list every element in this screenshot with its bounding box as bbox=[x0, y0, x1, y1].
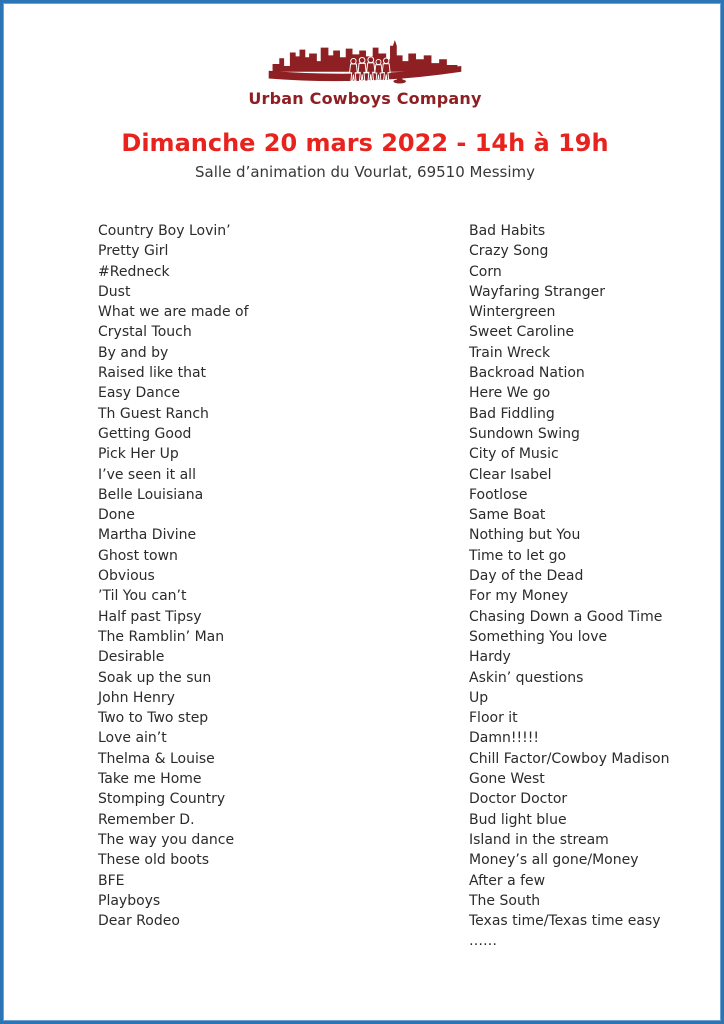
song-item: Bad Fiddling bbox=[469, 405, 555, 422]
song-item: The South bbox=[469, 892, 541, 909]
song-item: ’Til You can’t bbox=[98, 588, 187, 605]
song-item: For my Money bbox=[469, 588, 569, 605]
song-item: Th Guest Ranch bbox=[98, 405, 209, 422]
company-name: Urban Cowboys Company bbox=[248, 89, 482, 108]
song-item: John Henry bbox=[98, 689, 175, 706]
song-item: Money’s all gone/Money bbox=[469, 852, 639, 869]
song-item: Askin’ questions bbox=[469, 669, 584, 686]
song-item: Crystal Touch bbox=[98, 324, 192, 341]
song-item: Hardy bbox=[469, 649, 511, 666]
song-item: Two to Two step bbox=[98, 710, 209, 727]
song-item: Half past Tipsy bbox=[98, 608, 202, 625]
song-item: Pick Her Up bbox=[98, 446, 179, 463]
song-item: Pretty Girl bbox=[98, 243, 169, 260]
song-item: Here We go bbox=[469, 385, 551, 402]
song-item: Dust bbox=[98, 283, 131, 300]
setlist-left-column bbox=[98, 221, 249, 931]
song-item: …… bbox=[469, 933, 497, 950]
song-item: Done bbox=[98, 507, 135, 524]
song-item: Clear Isabel bbox=[469, 466, 552, 483]
song-item: Dear Rodeo bbox=[98, 913, 180, 930]
song-item: Chasing Down a Good Time bbox=[469, 608, 663, 625]
page-title: Dimanche 20 mars 2022 - 14h à 19h bbox=[121, 129, 609, 157]
song-item: Same Boat bbox=[469, 507, 546, 524]
song-item: Getting Good bbox=[98, 425, 192, 442]
song-item: Footlose bbox=[469, 486, 528, 503]
song-item: Island in the stream bbox=[469, 831, 609, 848]
song-item: #Redneck bbox=[98, 263, 170, 280]
song-item: City of Music bbox=[469, 446, 559, 463]
song-item: Wintergreen bbox=[469, 304, 556, 321]
song-item: Bud light blue bbox=[469, 811, 567, 828]
song-item: Martha Divine bbox=[98, 527, 197, 544]
event-location: Salle d’animation du Vourlat, 69510 Messimy bbox=[195, 163, 535, 181]
song-item: Raised like that bbox=[98, 365, 207, 382]
song-item: Time to let go bbox=[469, 547, 567, 564]
song-item: I’ve seen it all bbox=[98, 466, 196, 483]
song-item: Obvious bbox=[98, 568, 155, 585]
song-item: Take me Home bbox=[98, 771, 202, 788]
song-item: Wayfaring Stranger bbox=[469, 283, 606, 300]
setlist-right-column bbox=[469, 221, 669, 952]
song-item: Corn bbox=[469, 263, 502, 280]
song-item: Texas time/Texas time easy bbox=[469, 913, 661, 930]
song-item: Desirable bbox=[98, 649, 165, 666]
song-item: Damn!!!!! bbox=[469, 730, 539, 747]
song-item: Sundown Swing bbox=[469, 425, 580, 442]
song-item: The Ramblin’ Man bbox=[98, 628, 225, 645]
song-item: Floor it bbox=[469, 710, 518, 727]
song-item: After a few bbox=[469, 872, 546, 889]
song-item: The way you dance bbox=[98, 831, 235, 848]
song-item: Nothing but You bbox=[469, 527, 581, 544]
song-item: Love ain’t bbox=[98, 730, 167, 747]
song-item: Country Boy Lovin’ bbox=[98, 223, 231, 239]
song-item: Playboys bbox=[98, 892, 161, 909]
song-item: Up bbox=[469, 689, 489, 706]
song-item: Easy Dance bbox=[98, 385, 180, 402]
song-item: Chill Factor/Cowboy Madison bbox=[469, 750, 670, 767]
song-item: Train Wreck bbox=[469, 344, 551, 361]
song-item: Ghost town bbox=[98, 547, 178, 564]
song-item: Day of the Dead bbox=[469, 568, 584, 585]
song-item: Remember D. bbox=[98, 811, 195, 828]
city-skyline-cowboys-icon bbox=[267, 39, 463, 91]
song-item: BFE bbox=[98, 872, 125, 889]
song-item: Soak up the sun bbox=[98, 669, 212, 686]
song-item: Thelma & Louise bbox=[98, 750, 215, 767]
song-item: What we are made of bbox=[98, 304, 249, 321]
song-item: Crazy Song bbox=[469, 243, 549, 260]
logo bbox=[3, 39, 724, 108]
song-item: Gone West bbox=[469, 771, 545, 788]
song-item: Bad Habits bbox=[469, 223, 546, 239]
song-item: Doctor Doctor bbox=[469, 791, 568, 808]
song-item: Stomping Country bbox=[98, 791, 226, 808]
song-item: Sweet Caroline bbox=[469, 324, 575, 341]
song-item: By and by bbox=[98, 344, 169, 361]
song-item: Belle Louisiana bbox=[98, 486, 204, 503]
song-item: Backroad Nation bbox=[469, 365, 585, 382]
song-item: Something You love bbox=[469, 628, 608, 645]
song-item: These old boots bbox=[98, 852, 209, 869]
